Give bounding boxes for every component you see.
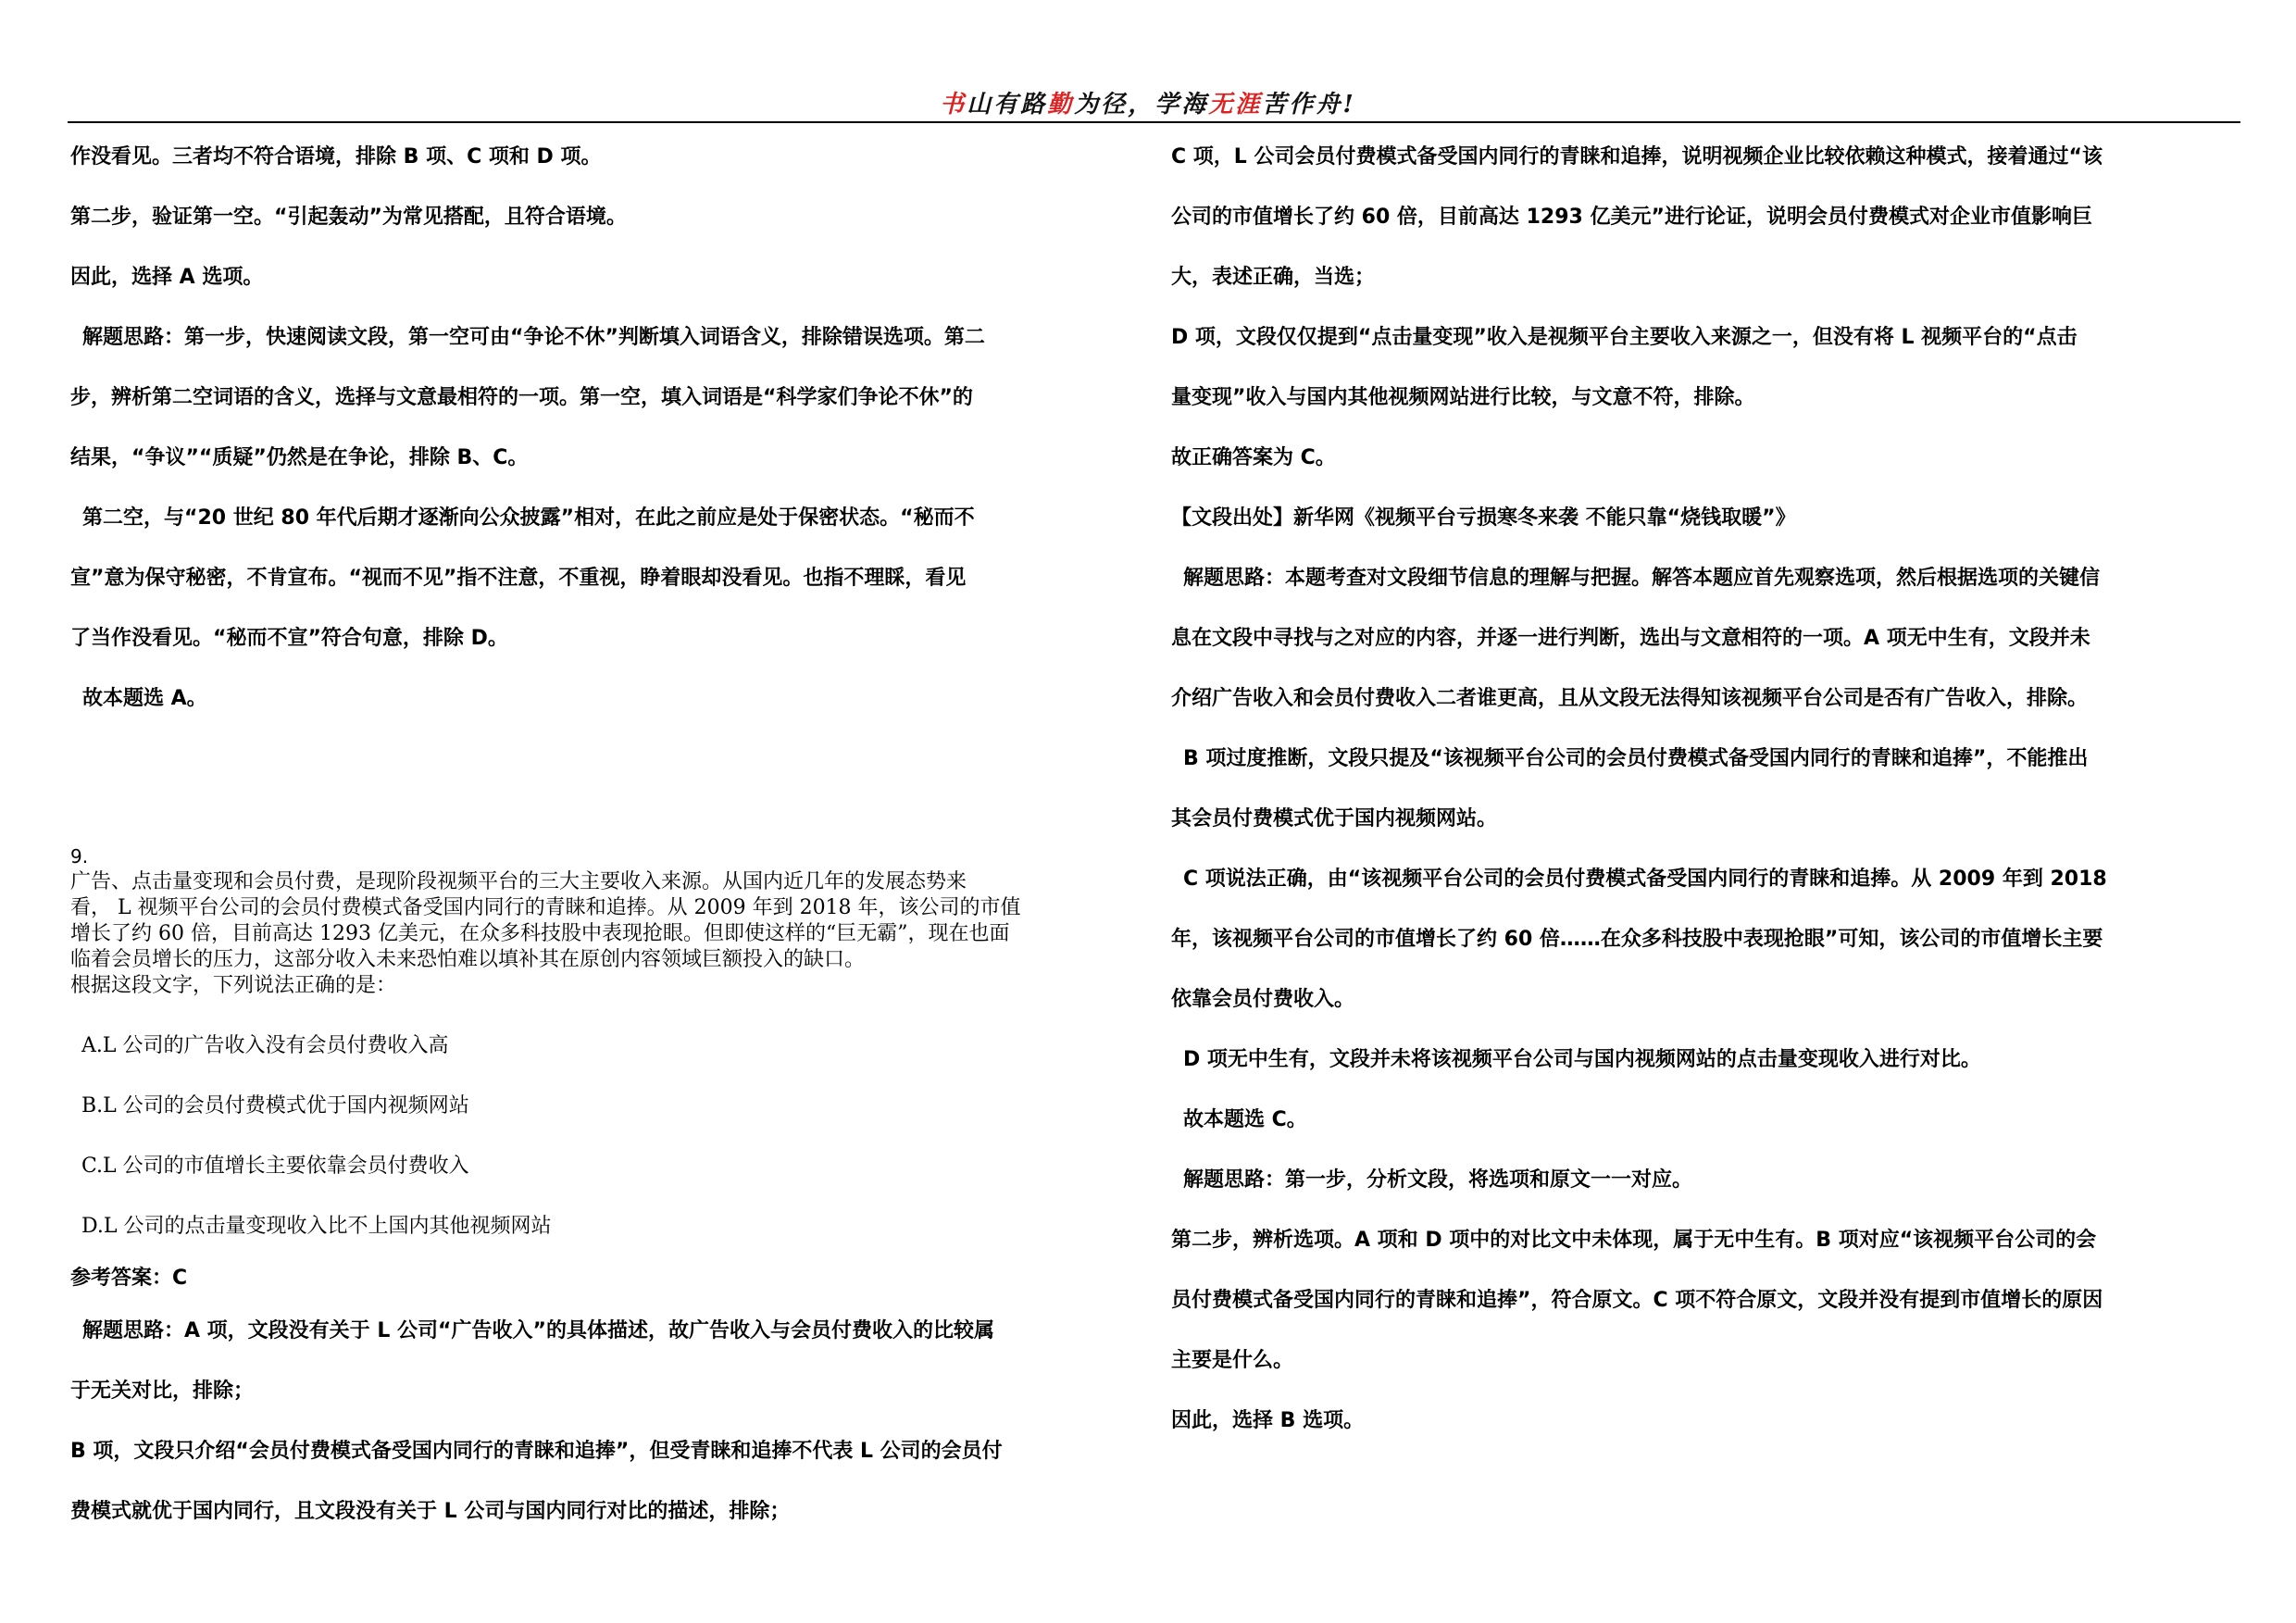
text-line: 息在文段中寻找与之对应的内容，并逐一进行判断，选出与文意相符的一项。A 项无中生有，文段并未: [1171, 627, 2090, 650]
text-line: 解题思路：本题考查对文段细节信息的理解与把握。解答本题应首先观察选项，然后根据选项的关键信: [1183, 567, 2101, 590]
text-line: 于无关对比，排除；: [70, 1380, 255, 1403]
motto-char: 山: [967, 91, 994, 119]
option-b: B.L 公司的会员付费模式优于国内视频网站: [81, 1094, 469, 1117]
text-line: 因此，选择 B 选项。: [1171, 1409, 1365, 1432]
right-column: [1171, 127, 2245, 1451]
text-line: 年，该视频平台公司的市值增长了约 60 倍……在众多科技股中表现抢眼”可知，该公司的市值增长主要: [1171, 928, 2103, 951]
question-prompt: 根据这段文字，下列说法正确的是：: [70, 974, 397, 997]
motto-char: 涯: [1235, 91, 1263, 119]
motto-char: 径: [1101, 91, 1129, 119]
motto-char: 海: [1181, 91, 1209, 119]
question-line: 临着会员增长的压力，这部分收入未来恐怕难以填补其在原创内容领域巨额投入的缺口。: [70, 948, 866, 971]
motto-char: 作: [1289, 91, 1316, 119]
text-line: 了当作没看见。“秘而不宣”符合句意，排除 D。: [70, 627, 508, 650]
motto-char: 苦: [1262, 91, 1290, 119]
text-line: 其会员付费模式优于国内视频网站。: [1171, 807, 1498, 830]
text-line: 结果，“争议”“质疑”仍然是在争论，排除 B、C。: [70, 446, 529, 469]
motto-char: !: [1342, 91, 1356, 119]
question-line: 广告、点击量变现和会员付费，是现阶段视频平台的三大主要收入来源。从国内近几年的发展态势来: [70, 870, 967, 893]
motto-char: ，: [1128, 91, 1155, 119]
text-line: 员付费模式备受国内同行的青睐和追捧”，符合原文。C 项不符合原文，文段并没有提到市值增长的原因: [1171, 1289, 2103, 1312]
text-line: 第二步，验证第一空。“引起轰动”为常见搭配，且符合语境。: [70, 206, 627, 229]
text-line: D 项，文段仅仅提到“点击量变现”收入是视频平台主要收入来源之一，但没有将 L 视频平台的“点击: [1171, 326, 2078, 349]
motto-char: 为: [1074, 91, 1102, 119]
text-line: 费模式就优于国内同行，且文段没有关于 L 公司与国内同行对比的描述，排除；: [70, 1500, 791, 1523]
text-line: 因此，选择 A 选项。: [70, 266, 264, 289]
text-line: 步，辨析第二空词语的含义，选择与文意最相符的一项。第一空，填入词语是“科学家们争论不休”的: [70, 386, 973, 409]
reference-answer: 参考答案：C: [70, 1267, 188, 1290]
text-line: 解题思路：第一步，快速阅读文段，第一空可由“争论不休”判断填入词语含义，排除错误选项。第二: [82, 326, 985, 349]
text-line: 大，表述正确，当选；: [1171, 266, 1376, 289]
option-a: A.L 公司的广告收入没有会员付费收入高: [81, 1034, 449, 1057]
text-line: B 项，文段只介绍“会员付费模式备受国内同行的青睐和追捧”，但受青睐和追捧不代表 L 公司的会员付: [70, 1440, 1003, 1463]
motto-char: 舟: [1316, 91, 1343, 119]
motto-char: 学: [1154, 91, 1182, 119]
option-d: D.L 公司的点击量变现收入比不上国内其他视频网站: [81, 1215, 552, 1238]
source-line: 【文段出处】新华网《视频平台亏损寒冬来袭 不能只靠“烧钱取暖”》: [1171, 506, 1796, 530]
text-line: 第二空，与“20 世纪 80 年代后期才逐渐向公众披露”相对，在此之前应是处于保密状态。“秘而不: [82, 506, 975, 530]
text-line: 宣”意为保守秘密，不肯宣布。“视而不见”指不注意，不重视，睁着眼却没看见。也指不理睬，看见: [70, 567, 967, 590]
motto-char: 有: [993, 91, 1021, 119]
text-line: 故正确答案为 C。: [1171, 446, 1336, 469]
motto-char: 无: [1208, 91, 1236, 119]
motto-char: 路: [1020, 91, 1048, 119]
question-number: 9.: [70, 845, 89, 868]
text-line: 介绍广告收入和会员付费收入二者谁更高，且从文段无法得知该视频平台公司是否有广告收入，排除。: [1171, 687, 2089, 710]
text-line: D 项无中生有，文段并未将该视频平台公司与国内视频网站的点击量变现收入进行对比。: [1183, 1048, 1981, 1071]
page-header-motto: [0, 85, 2296, 119]
left-column: [70, 127, 1135, 1542]
text-line: B 项过度推断，文段只提及“该视频平台公司的会员付费模式备受国内同行的青睐和追捧”，不能推出: [1183, 747, 2089, 770]
text-line: 故本题选 C。: [1183, 1108, 1307, 1131]
motto-char: 勤: [1047, 91, 1075, 119]
text-line: 解题思路：第一步，分析文段，将选项和原文一一对应。: [1183, 1168, 1693, 1192]
text-line: C 项，L 公司会员付费模式备受国内同行的青睐和追捧，说明视频企业比较依赖这种模式，接着通过“该: [1171, 145, 2103, 169]
text-line: 解题思路：A 项，文段没有关于 L 公司“广告收入”的具体描述，故广告收入与会员付费收入的比较属: [82, 1319, 994, 1342]
text-line: C 项说法正确，由“该视频平台公司的会员付费模式备受国内同行的青睐和追捧。从 2009 年到 2018: [1183, 868, 2107, 891]
text-line: 第二步，辨析选项。A 项和 D 项中的对比文中未体现，属于无中生有。B 项对应“该视频平台公司的会: [1171, 1229, 2097, 1252]
text-line: 故本题选 A。: [82, 687, 207, 710]
text-line: 作没看见。三者均不符合语境，排除 B 项、C 项和 D 项。: [70, 145, 602, 169]
header-rule: [68, 121, 2240, 123]
text-line: 主要是什么。: [1171, 1349, 1294, 1372]
question-line: 增长了约 60 倍，目前高达 1293 亿美元，在众多科技股中表现抢眼。但即使这样的“巨无霸”，现在也面: [70, 922, 1010, 945]
motto-char: 书: [940, 91, 967, 119]
text-line: 依靠会员付费收入。: [1171, 988, 1355, 1011]
text-line: 量变现”收入与国内其他视频网站进行比较，与文意不符，排除。: [1171, 386, 1755, 409]
option-c: C.L 公司的市值增长主要依靠会员付费收入: [81, 1155, 469, 1178]
text-line: 公司的市值增长了约 60 倍，目前高达 1293 亿美元”进行论证，说明会员付费模式对企业市值影响巨: [1171, 206, 2092, 229]
question-line: 看， L 视频平台公司的会员付费模式备受国内同行的青睐和追捧。从 2009 年到 2018 年，该公司的市值: [70, 896, 1021, 919]
